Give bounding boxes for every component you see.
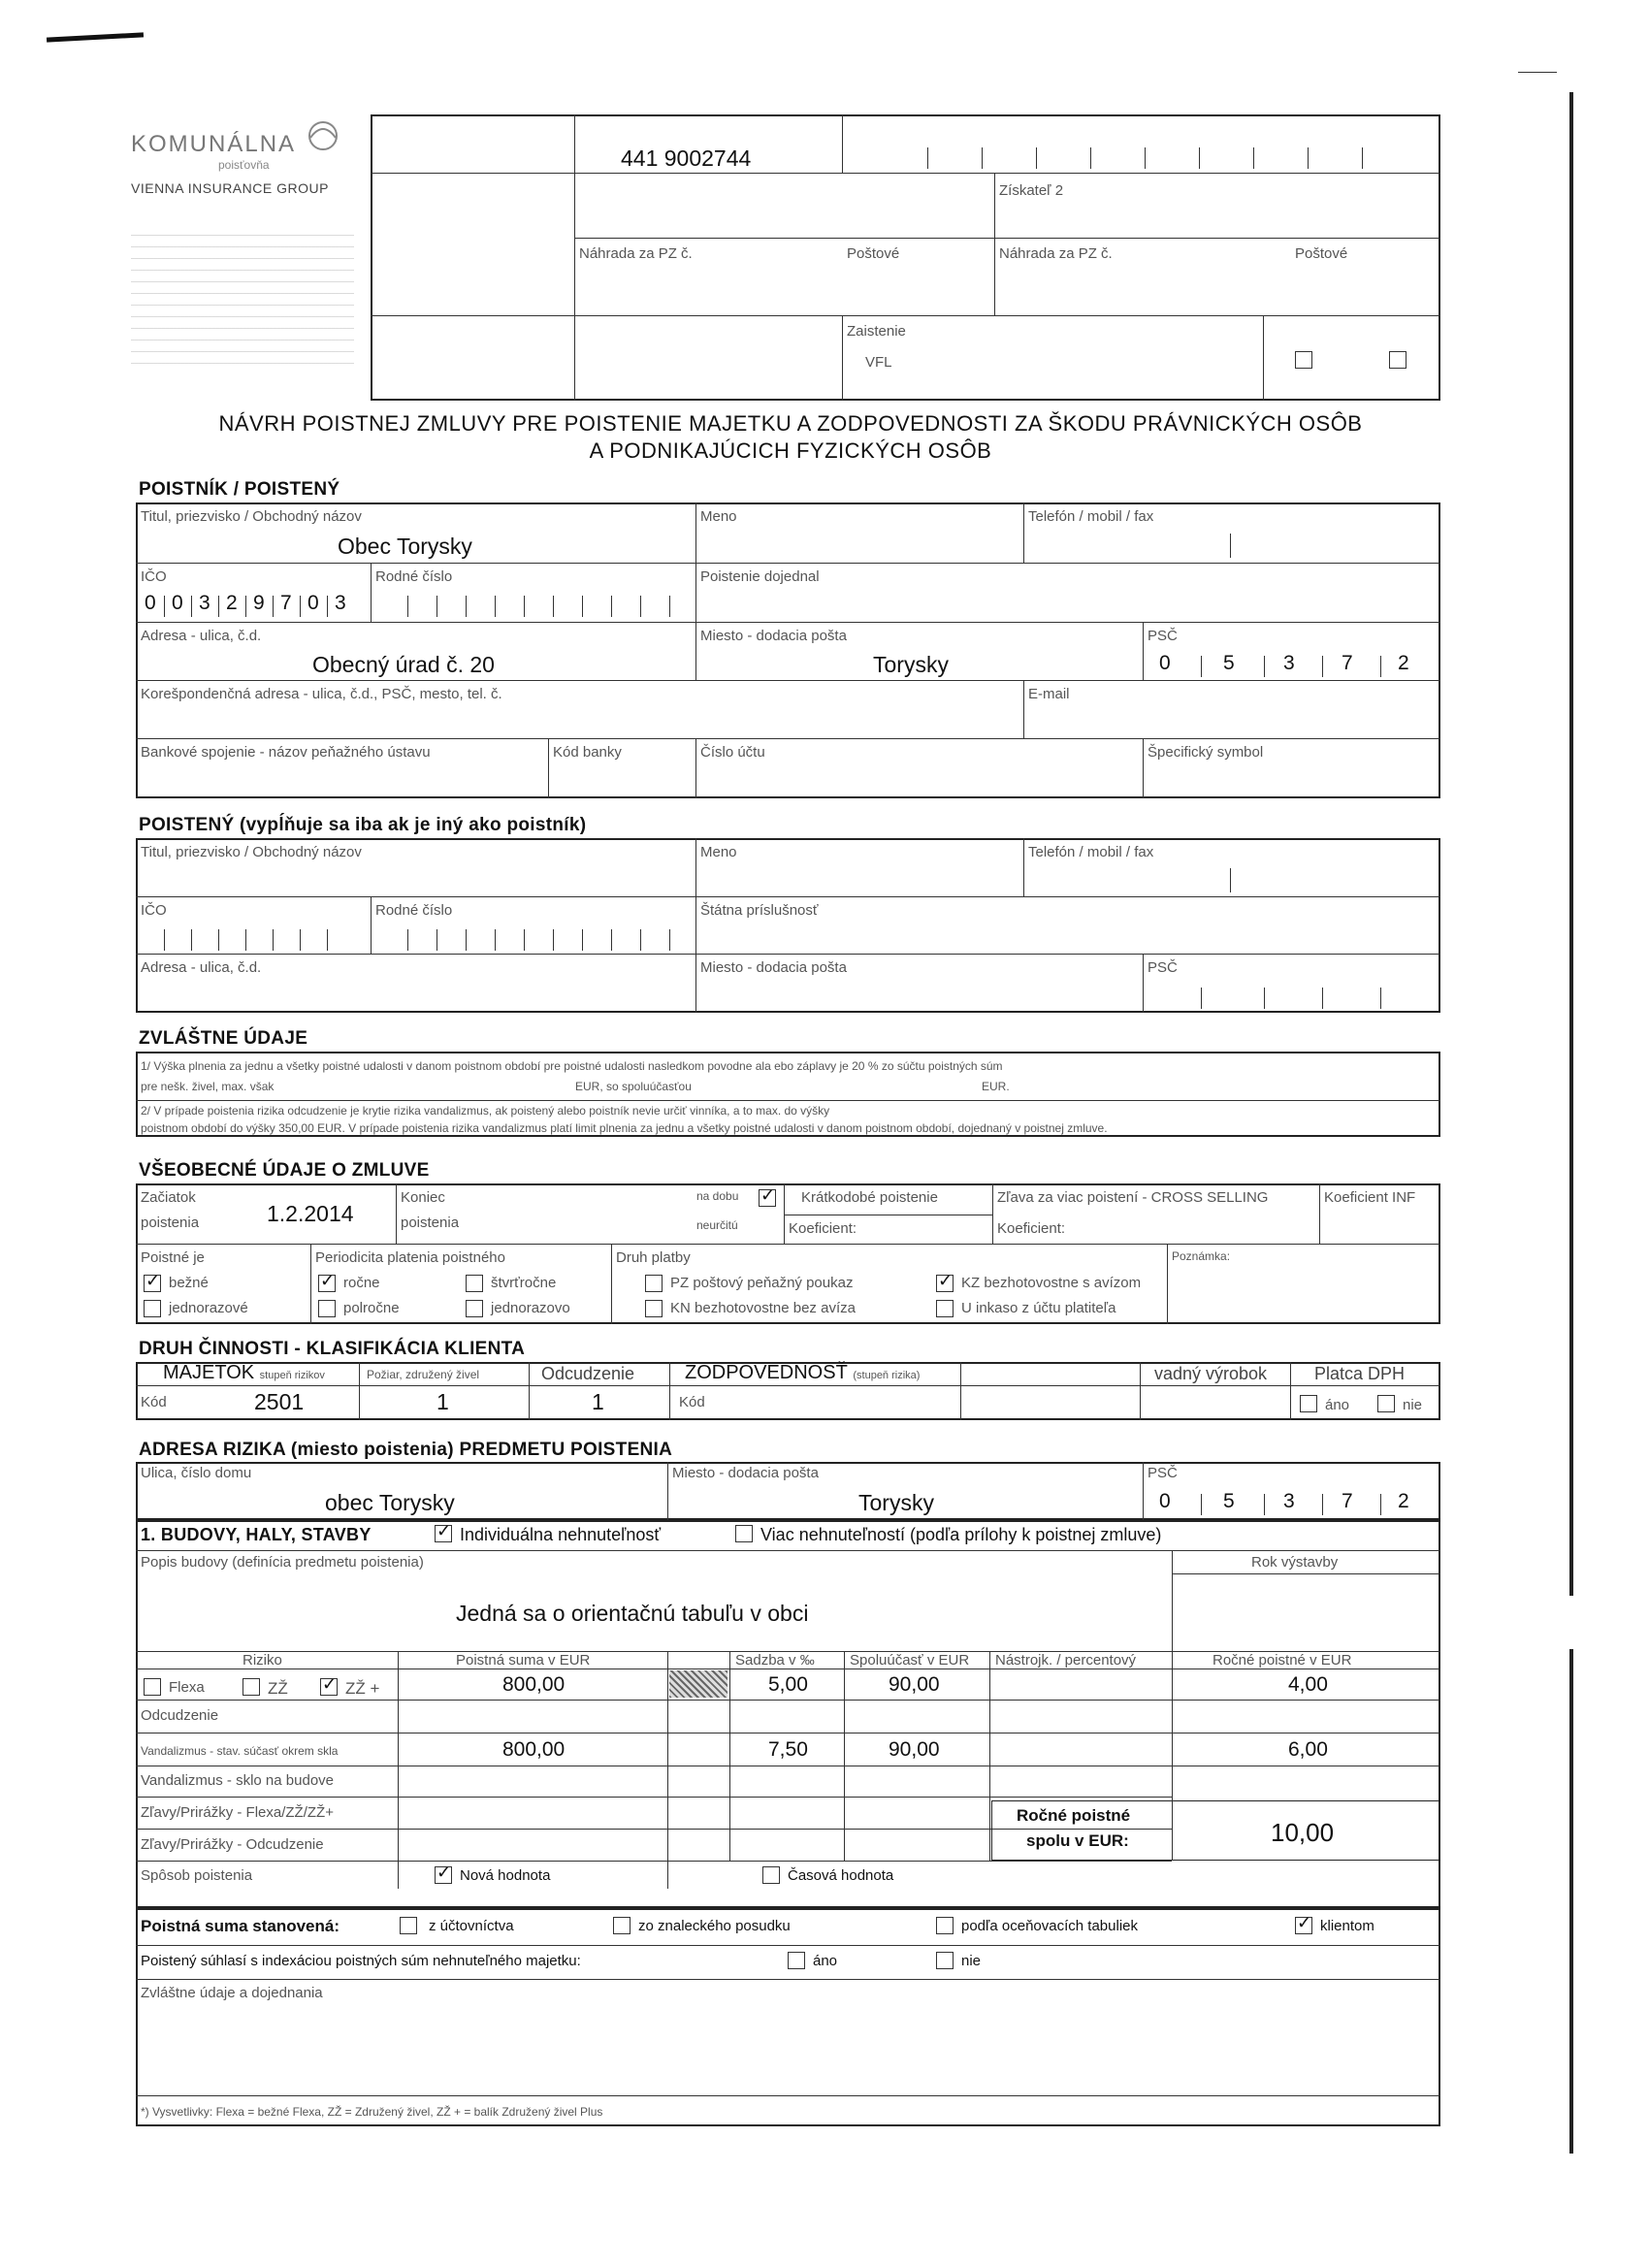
- ph-account-label: Číslo účtu: [700, 744, 765, 761]
- risk-address-heading: ADRESA RIZIKA (miesto poistenia) PREDMETU POISTENIA: [139, 1440, 673, 1460]
- code-label: Kód: [141, 1394, 167, 1410]
- insured-section: [136, 838, 1440, 1013]
- indexation-no-label: nie: [961, 1953, 982, 1969]
- ins-birth-no-label: Rodné číslo: [375, 902, 453, 919]
- sum-expert-label: zo znaleckého posudku: [638, 1918, 791, 1934]
- start-label-1: Začiatok: [141, 1189, 196, 1206]
- individual-label: Individuálna nehnuteľnosť: [460, 1525, 662, 1544]
- row4-label: Zľavy/Prirážky - Flexa/ZŽ/ZŽ+: [141, 1804, 334, 1821]
- psc-digit: 0: [1159, 1490, 1171, 1512]
- pay-pz-checkbox[interactable]: [645, 1275, 663, 1292]
- row3-label: Vandalizmus - sklo na budove: [141, 1772, 334, 1789]
- pay-kz-checkbox[interactable]: [936, 1275, 954, 1292]
- sum-tables-checkbox[interactable]: [936, 1917, 954, 1934]
- risk-zz-checkbox[interactable]: [242, 1678, 260, 1696]
- sum-accounting-label: z účtovníctva: [429, 1918, 514, 1934]
- ph-specific-symbol-label: Špecifický symbol: [1148, 744, 1264, 761]
- period-label-1: na dobu: [696, 1189, 739, 1203]
- ph-concluded-label: Poistenie dojednal: [700, 568, 820, 585]
- discount-label: Zľava za viac poistení - CROSS SELLING: [997, 1189, 1269, 1206]
- vat-yes-checkbox[interactable]: [1300, 1395, 1317, 1412]
- ins-citizenship-label: Štátna príslušnosť: [700, 902, 819, 919]
- risk-flexa-label: Flexa: [169, 1679, 205, 1696]
- ph-psc-label: PSČ: [1148, 628, 1178, 644]
- frequency-label: Periodicita platenia poistného: [315, 1249, 505, 1266]
- code-value: 2501: [254, 1389, 305, 1414]
- indexation-yes-label: áno: [813, 1953, 838, 1969]
- sum-client-checkbox[interactable]: [1295, 1917, 1312, 1934]
- indexation-yes-checkbox[interactable]: [788, 1952, 805, 1969]
- ph-city-label: Miesto - dodacia pošta: [700, 628, 847, 644]
- scan-mark: [47, 32, 144, 42]
- liability-sub: (stupeň rizika): [853, 1370, 921, 1381]
- activity-heading: DRUH ČINNOSTI - KLASIFIKÁCIA KLIENTA: [139, 1339, 526, 1359]
- notes-label: Zvláštne údaje a dojednania: [141, 1985, 323, 2001]
- special-line4: poistnom období do výšky 350,00 EUR. V prípade poistenia rizika vandalizmus platí limit plnenia za jednu a všetky poistné udalosti v danom poistnom období, dojednaný v poistnej zmluve.: [141, 1121, 1108, 1135]
- col-deduct: Spoluúčasť v EUR: [850, 1652, 970, 1669]
- method-time-label: Časová hodnota: [788, 1867, 894, 1884]
- company-address-block: [131, 229, 354, 374]
- postal-label-1: Poštové: [847, 245, 900, 262]
- product-label: vadný výrobok: [1154, 1364, 1268, 1383]
- substitute-label-2: Náhrada za PZ č.: [999, 245, 1113, 262]
- theft-label: Odcudzenie: [541, 1364, 635, 1383]
- elem-value: 1: [436, 1389, 449, 1414]
- special-line2a: pre nešk. živel, max. však: [141, 1080, 275, 1093]
- row0-premium: 4,00: [1288, 1673, 1328, 1696]
- company-logo: [131, 131, 296, 172]
- freq-semiannual-label: polročne: [343, 1300, 400, 1316]
- risk-street-label: Ulica, číslo domu: [141, 1465, 252, 1481]
- pay-pz-label: PZ poštový peňažný poukaz: [670, 1275, 854, 1291]
- psc-digit: 7: [1342, 1490, 1353, 1512]
- ins-birth-no-boxes: [378, 929, 689, 951]
- freq-quarterly-checkbox[interactable]: [466, 1275, 483, 1292]
- psc-digit: 0: [1159, 652, 1171, 674]
- col-surcharge: Nástrojk. / percentový: [995, 1652, 1137, 1669]
- risk-city-label: Miesto - dodacia pošta: [672, 1465, 819, 1481]
- ph-name-value: Obec Torysky: [338, 534, 472, 559]
- pay-kn-checkbox[interactable]: [645, 1300, 663, 1317]
- guarantee-label: Zaistenie: [847, 323, 906, 340]
- psc-digit: 3: [1283, 652, 1295, 674]
- freq-annual-checkbox[interactable]: [318, 1275, 336, 1292]
- ins-name-label: Titul, priezvisko / Obchodný názov: [141, 844, 362, 860]
- desc-label: Popis budovy (definícia predmetu poistenia): [141, 1554, 424, 1571]
- premium-single-label: jednorazové: [169, 1300, 248, 1316]
- risk-flexa-checkbox[interactable]: [144, 1678, 161, 1696]
- sum-expert-checkbox[interactable]: [613, 1917, 630, 1934]
- method-time-checkbox[interactable]: [762, 1866, 780, 1884]
- ico-digit: 9: [253, 592, 265, 614]
- ico-digit: 3: [335, 592, 346, 614]
- total-label-2: spolu v EUR:: [1026, 1831, 1129, 1850]
- pay-kz-label: KZ bezhotovostne s avízom: [961, 1275, 1142, 1291]
- method-new-checkbox[interactable]: [435, 1866, 452, 1884]
- psc-digit: 5: [1223, 652, 1235, 674]
- risk-psc-label: PSČ: [1148, 1465, 1178, 1481]
- risk-city-value: Torysky: [858, 1490, 934, 1515]
- ph-bank-label: Bankové spojenie - názov peňažného ústavu: [141, 744, 431, 761]
- sum-determined-label: Poistná suma stanovená:: [141, 1917, 340, 1935]
- row0-rate: 5,00: [768, 1673, 808, 1696]
- general-heading: VŠEOBECNÉ ÚDAJE O ZMLUVE: [139, 1160, 430, 1181]
- pay-kn-label: KN bezhotovostne bez avíza: [670, 1300, 856, 1316]
- form-title-line2: A PODNIKAJÚCICH FYZICKÝCH OSÔB: [589, 438, 992, 463]
- ins-ico-label: IČO: [141, 902, 167, 919]
- ins-first-name-label: Meno: [700, 844, 737, 860]
- property-header: [163, 1362, 325, 1384]
- property-label: MAJETOK: [163, 1362, 255, 1383]
- vat-no-checkbox[interactable]: [1377, 1395, 1395, 1412]
- ph-address-value: Obecný úrad č. 20: [312, 652, 495, 677]
- insured-heading: POISTENÝ (vypĺňuje sa iba ak je iný ako poistník): [139, 815, 587, 835]
- logo-text: KOMUNÁLNA: [131, 131, 297, 157]
- freq-quarterly-label: štvrťročne: [491, 1275, 557, 1291]
- contract-number: 441 9002744: [621, 146, 752, 171]
- row2-deduct: 90,00: [889, 1738, 940, 1761]
- row5-label: Zľavy/Prirážky - Odcudzenie: [141, 1836, 324, 1853]
- row2-rate: 7,50: [768, 1738, 808, 1761]
- multiple-label: Viac nehnuteľností (podľa prílohy k poistnej zmluve): [760, 1525, 1162, 1544]
- ph-name-label: Titul, priezvisko / Obchodný názov: [141, 508, 362, 525]
- pz-number-boxes: [873, 147, 1416, 169]
- freq-once-checkbox[interactable]: [466, 1300, 483, 1317]
- ico-digit: 0: [145, 592, 156, 614]
- method-label: Spôsob poistenia: [141, 1867, 253, 1884]
- note-label: Poznámka:: [1172, 1249, 1231, 1263]
- ph-address-label: Adresa - ulica, č.d.: [141, 628, 262, 644]
- end-label-2: poistenia: [401, 1215, 460, 1231]
- policyholder-heading: POISTNÍK / POISTENÝ: [139, 479, 340, 500]
- theft-value: 1: [592, 1389, 604, 1414]
- indexation-no-checkbox[interactable]: [936, 1952, 954, 1969]
- logo-subtitle: poisťovňa: [218, 158, 270, 172]
- coef2-label: Koeficient:: [997, 1220, 1066, 1237]
- header-checkbox-1[interactable]: [1295, 351, 1312, 369]
- start-label-2: poistenia: [141, 1215, 200, 1231]
- period-label-2: neurčitú: [696, 1218, 738, 1232]
- ph-birth-no-label: Rodné číslo: [375, 568, 453, 585]
- freq-once-label: jednorazovo: [491, 1300, 570, 1316]
- substitute-label: Náhrada za PZ č.: [579, 245, 693, 262]
- individual-checkbox[interactable]: [435, 1525, 452, 1542]
- ico-digit: 7: [280, 592, 292, 614]
- inf-label: Koeficient INF: [1324, 1189, 1416, 1206]
- col-premium: Ročné poistné v EUR: [1212, 1652, 1352, 1669]
- logo-emblem-icon: [301, 116, 345, 155]
- vat-no-label: nie: [1403, 1397, 1423, 1413]
- ins-ico-boxes: [141, 929, 369, 951]
- special-line2c: EUR.: [982, 1080, 1010, 1093]
- ph-email-label: E-mail: [1028, 686, 1070, 702]
- pay-u-label: U inkaso z účtu platiteľa: [961, 1300, 1116, 1316]
- insurer-2-label: Získateľ 2: [999, 182, 1064, 199]
- coef-label: Koeficient:: [789, 1220, 857, 1237]
- liability-label: ZODPOVEDNOSŤ: [685, 1362, 848, 1383]
- ph-bank-code-label: Kód banky: [553, 744, 622, 761]
- indexation-label: Poistený súhlasí s indexáciou poistných súm nehnuteľného majetku:: [141, 1953, 581, 1969]
- risk-zz-label: ZŽ: [268, 1679, 288, 1698]
- end-label-1: Koniec: [401, 1189, 445, 1206]
- scan-edge-line-2: [1569, 1649, 1573, 2154]
- psc-digit: 2: [1398, 1490, 1409, 1512]
- premium-single-checkbox[interactable]: [144, 1300, 161, 1317]
- premium-regular-checkbox[interactable]: [144, 1275, 161, 1292]
- sum-accounting-checkbox[interactable]: [400, 1917, 417, 1934]
- psc-digit: 2: [1398, 652, 1409, 674]
- ico-digit: 0: [307, 592, 319, 614]
- pay-u-checkbox[interactable]: [936, 1300, 954, 1317]
- hatched-cell: [669, 1670, 728, 1698]
- special-heading: ZVLÁŠTNE ÚDAJE: [139, 1028, 308, 1049]
- premium-regular-label: bežné: [169, 1275, 209, 1291]
- method-new-label: Nová hodnota: [460, 1867, 551, 1884]
- special-line2b: EUR, so spoluúčasťou: [575, 1080, 692, 1093]
- row2-label: Vandalizmus - stav. súčasť okrem skla: [141, 1744, 339, 1758]
- elem-label: Požiar, združený živel: [367, 1368, 480, 1381]
- code2-label: Kód: [679, 1394, 705, 1410]
- total-label-1: Ročné poistné: [1017, 1806, 1131, 1825]
- multiple-checkbox[interactable]: [735, 1525, 753, 1542]
- risk-zzplus-label: ZŽ +: [345, 1679, 380, 1698]
- postal-label-2: Poštové: [1295, 245, 1348, 262]
- risk-street-value: obec Torysky: [325, 1490, 455, 1515]
- col-sum: Poistná suma v EUR: [456, 1652, 591, 1669]
- ico-digit: 3: [199, 592, 210, 614]
- psc-digit: 3: [1283, 1490, 1295, 1512]
- sum-client-label: klientom: [1320, 1918, 1374, 1934]
- ins-city-label: Miesto - dodacia pošta: [700, 959, 847, 976]
- total-value: 10,00: [1271, 1818, 1335, 1847]
- row1-label: Odcudzenie: [141, 1707, 219, 1724]
- col-risk: Riziko: [242, 1652, 282, 1669]
- ins-phone-label: Telefón / mobil / fax: [1028, 844, 1154, 860]
- freq-semiannual-checkbox[interactable]: [318, 1300, 336, 1317]
- form-title-line1: NÁVRH POISTNEJ ZMLUVY PRE POISTENIE MAJETKU A ZODPOVEDNOSTI ZA ŠKODU PRÁVNICKÝCH OSÔB: [218, 411, 1363, 436]
- ico-digit: 2: [226, 592, 238, 614]
- ph-phone-label: Telefón / mobil / fax: [1028, 508, 1154, 525]
- row2-premium: 6,00: [1288, 1738, 1328, 1761]
- ins-address-label: Adresa - ulica, č.d.: [141, 959, 262, 976]
- desc-value: Jedná sa o orientačnú tabuľu v obci: [456, 1601, 809, 1626]
- vat-label: Platca DPH: [1314, 1364, 1406, 1383]
- sum-tables-label: podľa oceňovacích tabuliek: [961, 1918, 1138, 1934]
- property-sub: stupeň rizikov: [259, 1370, 325, 1381]
- special-line3: 2/ V prípade poistenia rizika odcudzenie je krytie rizika vandalizmus, ak poistený alebo poistník nevie určiť vinníka, a to max. do výšky: [141, 1104, 830, 1118]
- scan-edge-line: [1569, 92, 1573, 1596]
- col-rate: Sadzba v ‰: [735, 1652, 815, 1669]
- ico-digit: 0: [172, 592, 183, 614]
- freq-annual-label: ročne: [343, 1275, 380, 1291]
- ins-psc-label: PSČ: [1148, 959, 1178, 976]
- lower-section: [136, 1908, 1440, 2126]
- ins-psc-boxes: [1148, 988, 1439, 1009]
- notes-footnote: *) Vysvetlivky: Flexa = bežné Flexa, ZŽ = Združený živel, ZŽ + = balík Združený živel Plus: [141, 2105, 603, 2119]
- payment-type-label: Druh platby: [616, 1249, 691, 1266]
- buildings-heading: 1. BUDOVY, HALY, STAVBY: [141, 1525, 372, 1544]
- special-line1: 1/ Výška plnenia za jednu a všetky poistné udalosti v danom poistnom období pre poistné udalosti nasledkom povodne ala ebo záplavy je 20 % zo súčtu poistných súm: [141, 1059, 1003, 1073]
- psc-digit: 5: [1223, 1490, 1235, 1512]
- ph-first-name-label: Meno: [700, 508, 737, 525]
- ph-city-value: Torysky: [873, 652, 949, 677]
- row0-deduct: 90,00: [889, 1673, 940, 1696]
- ph-ico-label: IČO: [141, 568, 167, 585]
- ph-corr-address-label: Korešpondenčná adresa - ulica, č.d., PSČ, mesto, tel. č.: [141, 686, 502, 702]
- company-group: VIENNA INSURANCE GROUP: [131, 180, 329, 196]
- ph-birth-no-boxes: [378, 596, 689, 617]
- premium-type-label: Poistné je: [141, 1249, 205, 1266]
- start-value: 1.2.2014: [267, 1201, 354, 1226]
- year-label: Rok výstavby: [1251, 1554, 1339, 1571]
- liability-header: [685, 1362, 920, 1384]
- row0-sum: 800,00: [502, 1673, 566, 1696]
- indefinite-checkbox[interactable]: [759, 1189, 776, 1207]
- psc-digit: 7: [1342, 652, 1353, 674]
- risk-zzplus-checkbox[interactable]: [320, 1678, 338, 1696]
- short-term-label: Krátkodobé poistenie: [801, 1189, 938, 1206]
- row2-sum: 800,00: [502, 1738, 566, 1761]
- vat-yes-label: áno: [1325, 1397, 1350, 1413]
- header-checkbox-2[interactable]: [1389, 351, 1406, 369]
- guarantee-value: VFL: [865, 354, 892, 371]
